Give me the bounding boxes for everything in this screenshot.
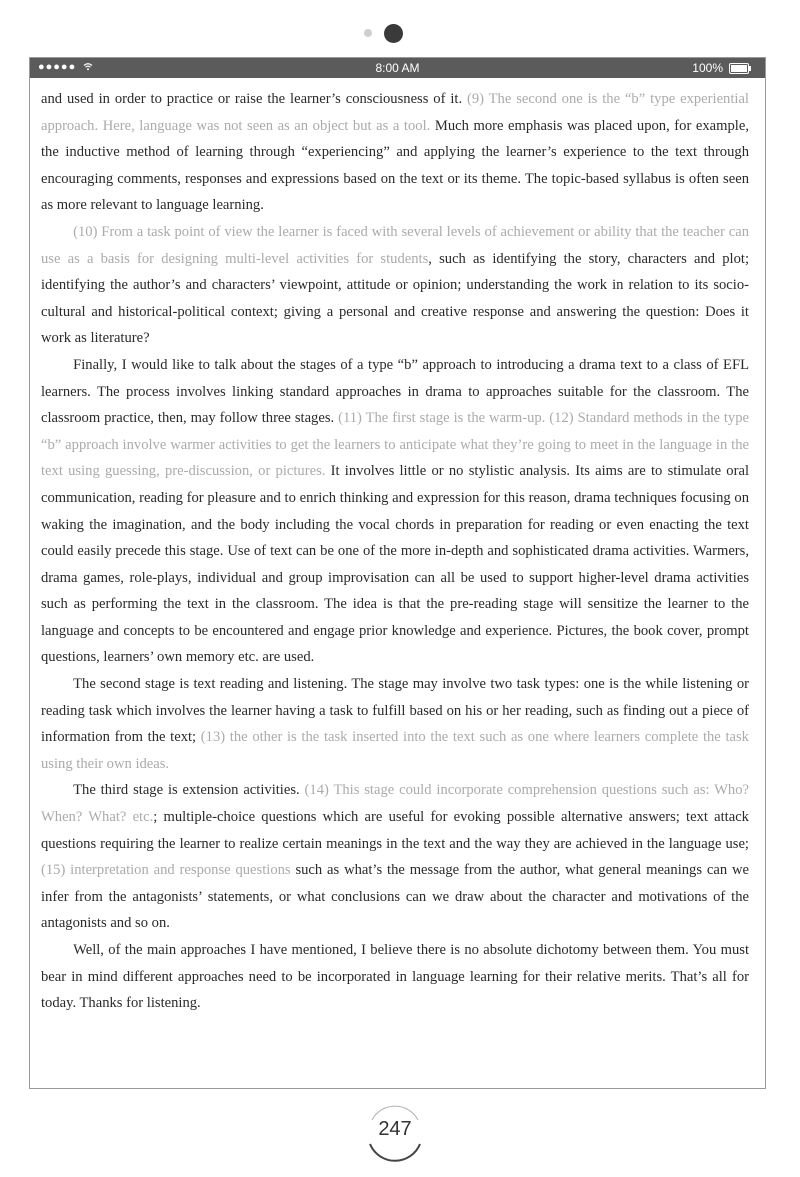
text-segment: The second stage is text reading and listening. The stage may involve two task types: one is the while listening or reading task which involves the learner having a task to fulfill based on his or her reading, such as finding out a piece of information from the text; [41,676,749,746]
text-segment: Well, of the main approaches I have mentioned, I believe there is no absolute dichotomy between them. You must bear in mind different approaches need to be incorporated in language learning for their relative merits. That’s all for today. Thanks for listening. [41,942,749,1012]
faint-text-segment: (9) The second one is the “b” type experiential approach. Here, language was not seen as an object but as a tool. [41,91,749,134]
paragraph [41,671,749,777]
faint-text-segment: (13) the other is the task inserted into the text such as one where learners complete the task using their own ideas. [41,729,749,772]
text-segment: ; multiple-choice questions which are useful for evoking possible alternative answers; text attack questions requiring the learner to realize certain meanings in the text and the way they are achieved in the language use; [41,809,749,852]
text-segment: , such as identifying the story, characters and plot; identifying the author’s and characters’ viewpoint, attitude or opinion; understanding the work in relation to its socio-cultural and historical-political context; giving a personal and creative response and answering the question: Does it work as literature? [41,250,750,347]
faint-text-segment: (10) From a task point of view the learner is faced with several levels of achievement or ability that the teacher can use as a basis for designing multi-level activities for students [41,223,749,267]
text-segment: The third stage is extension activities. [73,782,305,799]
document-body [41,86,749,1017]
text-segment: Much more emphasis was placed upon, for example, the inductive method of learning through “experiencing” and applying the learner’s experience to the text through encouraging comments, responses and expressions based on the text or its theme. The topic-based syllabus is often seen as more relevant to language learning. [41,117,749,214]
paragraph [41,219,749,352]
battery-percent: 100% [692,61,723,75]
text-segment: It involves little or no stylistic analysis. Its aims are to stimulate oral communication, reading for pleasure and to enrich thinking and expression for this reason, drama techniques focusing on waking the imagination, and the body including the vocal chords in preparation for reading or even enacting the text could easily precede this stage. Use of text can be one of the more in-depth and sophisticated drama activities. Warmers, drama games, role-plays, individual and group improvisation can all be used to support higher-level drama activities such as performing the text in the classroom. The idea is that the pre-reading stage will sensitize the learner to the language and concepts to be encountered and engage prior knowledge and experience. Pictures, the book cover, prompt questions, learners’ own memory etc. are used. [41,463,749,666]
device-top-bezel [0,22,800,46]
paragraph [41,777,749,937]
faint-text-segment: (11) The first stage is the warm-up. (12) Standard methods in the type “b” approach involve warmer activities to get the learners to anticipate what they’re going to meet in the language in the text using guessing, pre-discussion, or pictures. [41,410,749,480]
paragraph [41,352,749,671]
paragraph [41,86,749,219]
paragraph [41,937,749,1017]
text-segment: such as what’s the message from the author, what general meanings can we infer from the antagonists’ statements, or what conclusions can we draw about the character and motivations of the antagonists and so on. [41,862,749,932]
camera-icon [384,24,403,43]
status-time: 8:00 AM [375,61,420,75]
faint-text-segment: (15) interpretation and response questions [41,862,291,879]
page-number: 247 [378,1118,412,1140]
text-segment: and used in order to practice or raise the learner’s consciousness of it. [41,91,467,107]
battery-indicator [692,61,749,75]
status-bar [30,58,765,78]
proximity-sensor-icon [364,29,372,37]
device-screen [29,57,766,1089]
page-number-badge [360,1098,430,1168]
signal-strength-icon: ●●●●● [38,61,77,73]
battery-icon [729,63,749,74]
faint-text-segment: (14) This stage could incorporate comprehension questions such as: Who? When? What? etc. [41,782,749,826]
text-segment: Finally, I would like to talk about the stages of a type “b” approach to introducing a drama text to a class of EFL learners. The process involves linking standard approaches in drama to approaches suitable for the classroom. The classroom practice, then, may follow three stages. [41,356,749,427]
